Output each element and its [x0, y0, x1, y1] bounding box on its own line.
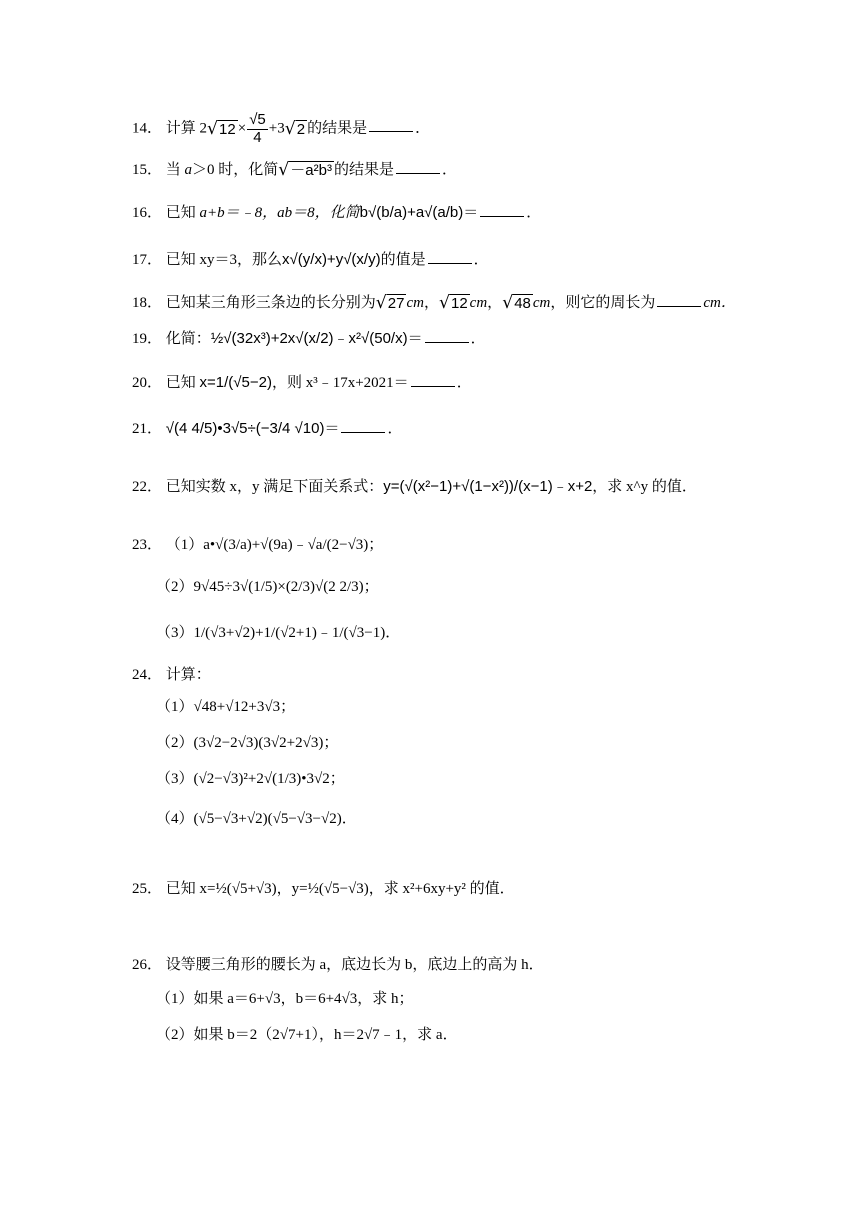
problem-number: 15．	[132, 161, 163, 178]
separator: ，	[487, 294, 503, 311]
answer-blank	[480, 215, 524, 217]
problem-number: 21．	[132, 421, 163, 437]
subproblem-3: （3）(√2−√3)²+2√(1/3)•3√2；	[156, 771, 345, 787]
expression: √(4 4/5)•3√5÷(−3/4 √10)	[165, 420, 325, 437]
problem-text: 计算 2	[165, 120, 208, 137]
problem-text: 已知某三角形三条边的长分别为	[165, 294, 376, 311]
fraction: $\frac{√5}{4}$	[249, 111, 266, 146]
problem-24-sub-3	[156, 770, 345, 788]
expression: b√(b/a)+a√(a/b)	[359, 204, 464, 221]
subproblem-4: （4）(√5−√3+√2)(√5−√3−√2)．	[156, 811, 357, 827]
problem-text: ，则它的周长为	[550, 294, 656, 311]
problem-number: 16．	[132, 205, 163, 221]
problem-text: 的值是	[380, 252, 426, 268]
answer-blank	[425, 341, 469, 343]
answer-blank	[428, 262, 472, 264]
subproblem-1: （1）√48+√12+3√3；	[156, 699, 296, 715]
problem-23-sub-2	[156, 578, 379, 596]
unit: cm．	[703, 294, 736, 311]
radical: √12	[207, 118, 236, 139]
problem-text: 已知	[165, 375, 200, 391]
problem-text: 已知	[165, 252, 200, 268]
radical: √12	[438, 293, 468, 313]
problem-text: 已知实数 x，y 满足下面关系式：	[165, 479, 384, 495]
unit: cm	[406, 294, 424, 311]
problem-23	[132, 536, 383, 554]
problem-number: 24．	[132, 667, 163, 683]
problem-text: ＝	[324, 421, 340, 437]
problem-text: xy＝3，那么	[199, 252, 283, 268]
radical: √27	[375, 293, 405, 313]
answer-blank	[411, 385, 455, 387]
answer-blank	[396, 172, 440, 174]
operator: ×	[237, 120, 247, 137]
expression: y=(√(x²−1)+√(1−x²))/(x−1)﹣x+2	[383, 478, 593, 495]
separator: ，	[423, 294, 439, 311]
radical: √2	[284, 118, 306, 139]
problem-24	[132, 666, 211, 684]
problem-16: 16． 已知 a+b＝﹣8，ab＝8，化简b√(b/a)+a√(a/b)＝ ．	[132, 204, 542, 221]
problem-text: 设等腰三角形的腰长为 a，底边长为 b，底边上的高为 h．	[165, 957, 544, 973]
problem-22	[132, 478, 697, 496]
problem-26-sub-2	[156, 1026, 458, 1044]
problem-23-sub-3	[156, 624, 400, 642]
problem-text: 已知	[165, 205, 200, 221]
problem-26-sub-1	[156, 990, 414, 1008]
subproblem-3: （3）1/(√3+√2)+1/(√2+1)﹣1/(√3−1)．	[156, 625, 401, 641]
problem-number: 20．	[132, 375, 163, 391]
expression: x√(y/x)+y√(x/y)	[282, 251, 381, 268]
problem-26	[132, 956, 544, 974]
problem-21: 21． √(4 4/5)•3√5÷(−3/4 √10)＝ ．	[132, 420, 403, 437]
problem-18	[132, 293, 736, 314]
problem-text: ＞0 时，化简	[192, 161, 279, 178]
problem-number: 25．	[132, 881, 163, 897]
problem-text: 计算：	[165, 667, 211, 683]
problem-text: 的结果是	[333, 161, 394, 178]
answer-blank	[341, 431, 385, 433]
problem-text: 的结果是	[307, 120, 368, 137]
expression: x=1/(√5−2)	[199, 374, 272, 391]
problem-number: 14．	[132, 120, 163, 137]
problem-14: 14． 计算 2√12 × $\frac{√5}{4}$ +3√2 的结果是 ．	[132, 111, 431, 146]
problem-number: 18．	[132, 294, 163, 311]
problem-text: a+b＝﹣8，ab＝8，化简	[199, 205, 360, 221]
problem-text: 化简：	[165, 331, 211, 347]
problem-25	[132, 880, 515, 898]
problem-number: 22．	[132, 479, 163, 495]
subproblem-2: （2）9√45÷3√(1/5)×(2/3)√(2 2/3)；	[156, 579, 379, 595]
problem-24-sub-2	[156, 734, 338, 752]
problem-text: ＝	[463, 205, 479, 221]
problem-text: ，则 x³﹣17x+2021＝	[271, 375, 409, 391]
variable: a	[184, 161, 193, 178]
answer-blank	[657, 305, 701, 307]
subproblem-2: （2）如果 b＝2（2√7+1），h＝2√7﹣1，求 a．	[156, 1027, 458, 1043]
problem-text: ，求 x^y 的值．	[592, 479, 697, 495]
problem-number: 19．	[132, 331, 163, 347]
problem-19: 19． 化简：½√(32x³)+2x√(x/2)﹣x²√(50/x)＝ ．	[132, 330, 486, 347]
subproblem-1: （1）a•√(3/a)+√(9a)﹣√a/(2−√3)；	[165, 537, 384, 553]
subproblem-1: （1）如果 a＝6+√3，b＝6+4√3，求 h；	[156, 991, 414, 1007]
problem-text: 当	[165, 161, 185, 178]
problem-17: 17． 已知 xy＝3，那么x√(y/x)+y√(x/y)的值是 ．	[132, 251, 489, 268]
problem-24-sub-1	[156, 698, 295, 716]
problem-15: 15． 当 a＞0 时，化简√－a²b³ 的结果是 ．	[132, 160, 458, 180]
problem-text: ＝	[407, 331, 423, 347]
problem-number: 26．	[132, 957, 163, 973]
expression: ½√(32x³)+2x√(x/2)﹣x²√(50/x)	[210, 330, 408, 347]
radical: √48	[502, 293, 531, 313]
operator: +3	[268, 120, 285, 137]
answer-blank	[369, 130, 413, 132]
problem-24-sub-4	[156, 810, 357, 828]
problem-number: 23．	[132, 537, 163, 553]
problem-20: 20． 已知 x=1/(√5−2)，则 x³﹣17x+2021＝ ．	[132, 374, 472, 391]
subproblem-2: （2）(3√2−2√3)(3√2+2√3)；	[156, 735, 339, 751]
unit: cm	[469, 294, 488, 311]
problem-text: 已知 x=½(√5+√3)，y=½(√5−√3)，求 x²+6xy+y² 的值．	[165, 881, 515, 897]
unit: cm	[532, 294, 551, 311]
radical: √－a²b³	[278, 160, 332, 180]
problem-number: 17．	[132, 252, 163, 268]
